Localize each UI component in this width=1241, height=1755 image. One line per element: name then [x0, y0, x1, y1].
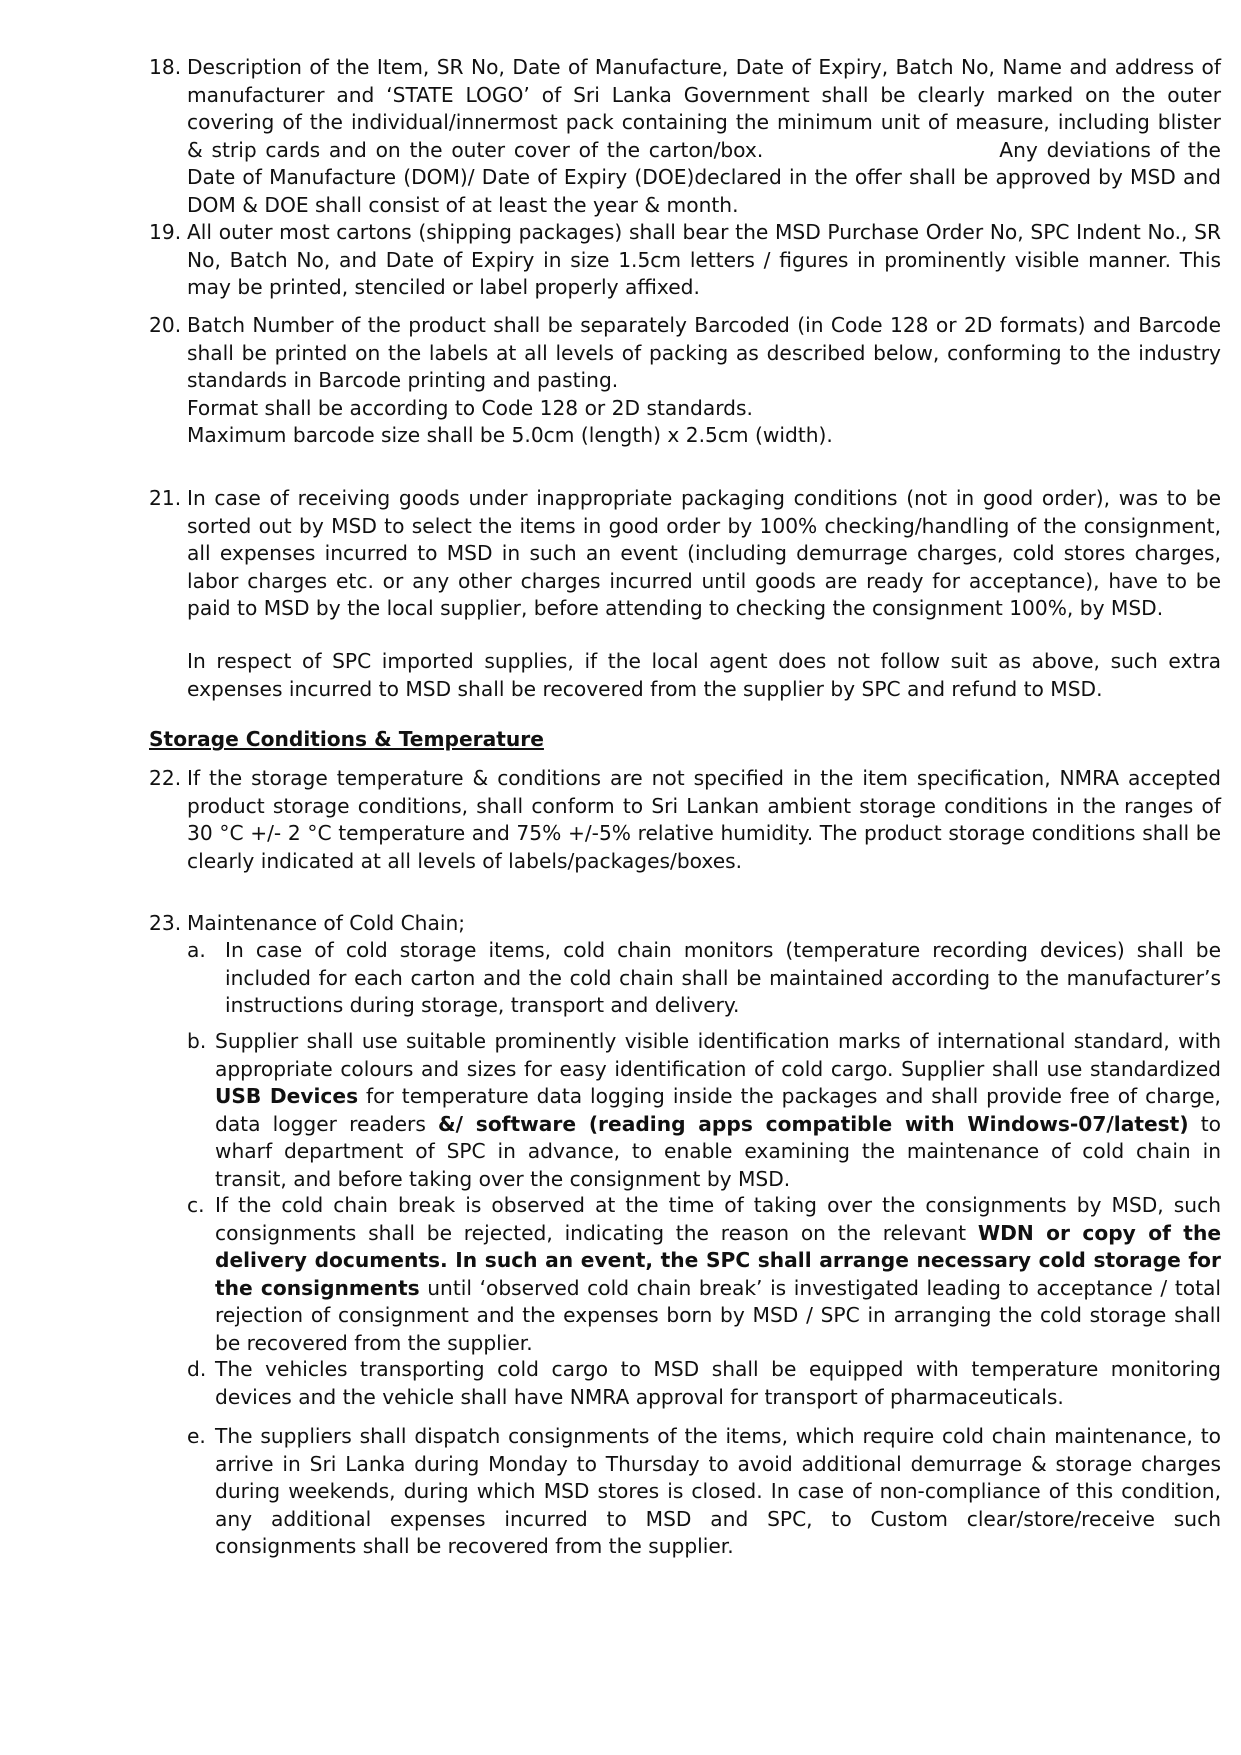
clause-number: 18. — [149, 55, 182, 79]
clause-number: 20. — [149, 313, 182, 337]
subclause-a — [187, 937, 1221, 1020]
subclause-letter: d. — [187, 1357, 207, 1381]
subclause-text: The vehicles transporting cold cargo to MSD shall be equipped with temperature monitoring devices and the vehicle shall have NMRA approval for transport of pharmaceuticals. — [215, 1357, 1221, 1409]
subclause-e — [187, 1423, 1221, 1561]
subclause-bold-text: &/ software (reading apps compatible with Windows-07/latest) — [438, 1111, 1189, 1136]
subclause-letter: c. — [187, 1193, 205, 1217]
subclause-text: Supplier shall use suitable prominently visible identification marks of international standard, with appropriate colours and sizes for easy identification of cold cargo. Supplier shall use standardized — [215, 1029, 1221, 1081]
clause-number: 21. — [149, 486, 182, 510]
subclause-letter: b. — [187, 1029, 207, 1053]
clause-number: 22. — [149, 766, 182, 790]
clause-22 — [149, 765, 1221, 875]
subclause-bold-text: WDN or copy of the delivery documents. In such an event, the SPC shall arrange necessary cold storage for the consignments — [215, 1220, 1222, 1300]
clause-text: Maintenance of Cold Chain; — [187, 911, 466, 935]
subclause-text: for temperature data logging inside the packages and shall provide free of charge, data logger readers — [215, 1084, 1221, 1136]
subclause-b — [187, 1028, 1221, 1194]
clause-19 — [149, 219, 1221, 302]
clause-21 — [149, 485, 1221, 623]
subclause-bold-text: USB Devices — [215, 1084, 359, 1109]
clause-line: Maximum barcode size shall be 5.0cm (length) x 2.5cm (width). — [187, 423, 833, 448]
section-heading: Storage Conditions & Temperature — [149, 727, 544, 751]
clause-21-paragraph: In respect of SPC imported supplies, if the local agent does not follow suit as above, such extra expenses incurred to MSD shall be recovered from the supplier by SPC and refund to MSD. — [187, 649, 1221, 701]
subclause-text: until ‘observed cold chain break’ is investigated leading to acceptance / total rejection of consignment and the expenses born by MSD / SPC in arranging the cold storage shall be recovered from the supplier. — [215, 1275, 1221, 1355]
clause-text: In case of receiving goods under inappropriate packaging conditions (not in good order), was to be sorted out by MSD to select the items in good order by 100% checking/handling of the consignment, all expenses incurred to MSD in such an event (including demurrage charges, cold stores charges, labor charges etc. or any other charges incurred until goods are ready for acceptance), have to be paid to MSD by the local supplier, before attending to checking the consignment 100%, by MSD. — [187, 486, 1221, 621]
clause-text: If the storage temperature & conditions are not specified in the item specification, NMRA accepted product storage conditions, shall conform to Sri Lankan ambient storage conditions in the ranges of 30 °C +/- 2 °C temperature and 75% +/-5% relative humidity. The product storage conditions shall be clearly indicated at all levels of labels/packages/boxes. — [187, 766, 1221, 873]
clause-number: 23. — [149, 911, 182, 935]
subclause-letter: a. — [187, 938, 206, 962]
clause-20 — [149, 312, 1221, 450]
subclause-text: The suppliers shall dispatch consignments of the items, which require cold chain maintenance, to arrive in Sri Lanka during Monday to Thursday to avoid additional demurrage & storage charges during weekends, during which MSD stores is closed. In case of non-compliance of this condition, any additional expenses incurred to MSD and SPC, to Custom clear/store/receive such consignments shall be recovered from the supplier. — [215, 1424, 1221, 1559]
clause-number: 19. — [149, 220, 182, 244]
clause-23 — [149, 910, 1221, 938]
clause-line: Format shall be according to Code 128 or 2D standards. — [187, 395, 753, 420]
subclause-d — [187, 1356, 1221, 1411]
clause-text: Batch Number of the product shall be separately Barcoded (in Code 128 or 2D formats) and Barcode shall be printed on the labels at all levels of packing as described below, conforming to the industry standards in Barcode printing and pasting. — [187, 313, 1221, 393]
clause-text-continued: Any deviations of the Date of Manufacture (DOM)/ Date of Expiry (DOE)declared in the offer shall be approved by MSD and DOM & DOE shall consist of at least the year & month. — [187, 137, 1221, 217]
clause-text: All outer most cartons (shipping packages) shall bear the MSD Purchase Order No, SPC Indent No., SR No, Batch No, and Date of Expiry in size 1.5cm letters / figures in prominently visible manner. This may be printed, stenciled or label properly affixed. — [187, 220, 1221, 300]
subclause-c — [187, 1192, 1221, 1358]
subclause-text: In case of cold storage items, cold chain monitors (temperature recording devices) shall be included for each carton and the cold chain shall be maintained according to the manufacturer’s instructions during storage, transport and delivery. — [225, 938, 1221, 1018]
subclause-text: to wharf department of SPC in advance, to enable examining the maintenance of cold chain in transit, and before taking over the consignment by MSD. — [215, 1111, 1222, 1191]
subclause-letter: e. — [187, 1424, 206, 1448]
clause-text: Description of the Item, SR No, Date of Manufacture, Date of Expiry, Batch No, Name and address of manufacturer and ‘STATE LOGO’ of Sri Lanka Government shall be clearly marked on the outer covering of the individual/innermost pack containing the minimum unit of measure, including blister & strip cards and on the outer cover of the carton/box. — [187, 55, 1221, 162]
subclause-text: If the cold chain break is observed at the time of taking over the consignments by MSD, such consignments shall be rejected, indicating the reason on the relevant — [215, 1193, 1221, 1245]
clause-18 — [149, 54, 1221, 220]
